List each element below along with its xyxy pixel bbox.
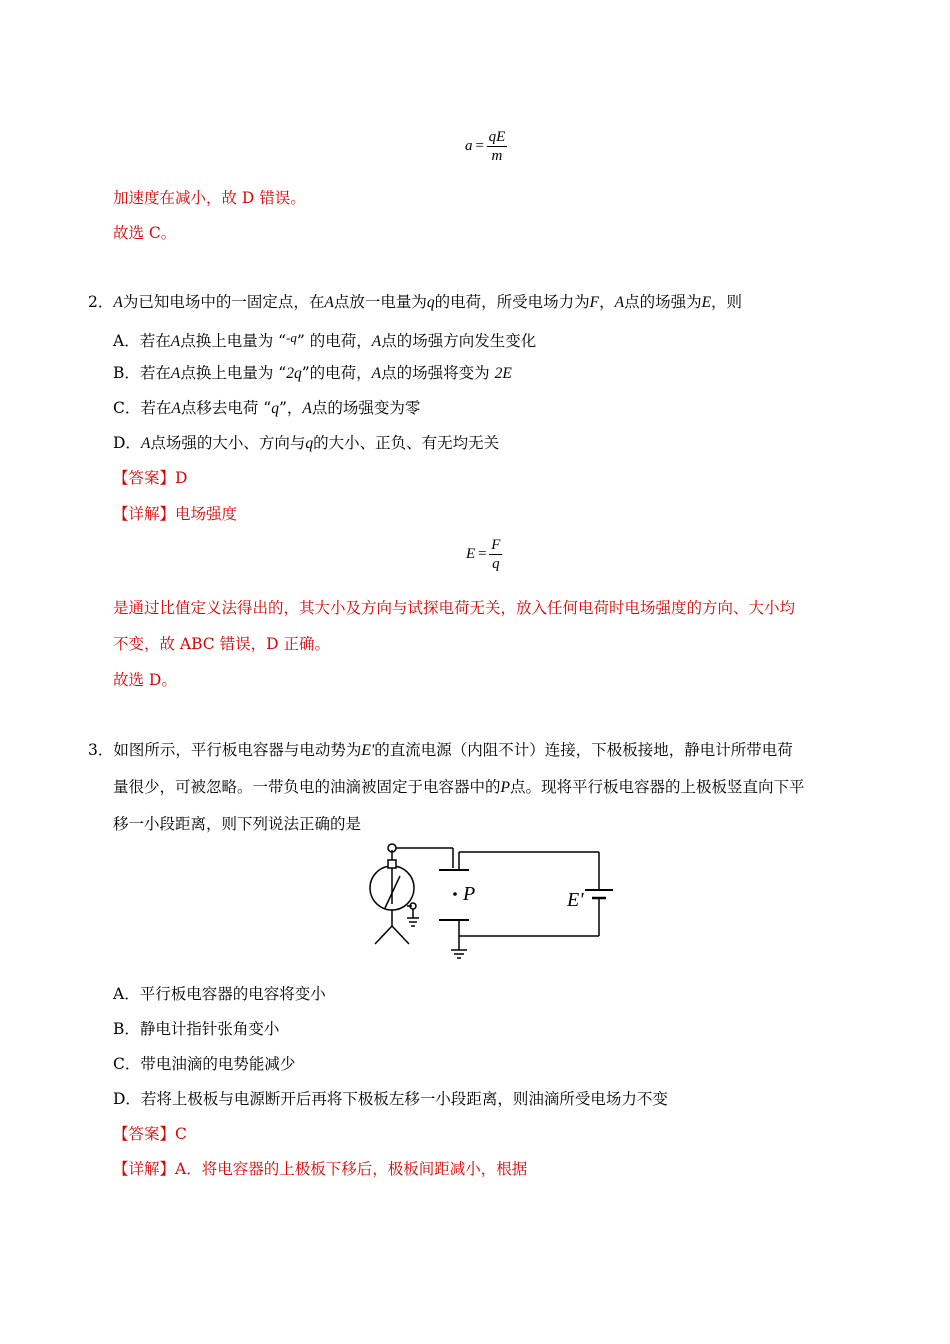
q3-option-d: D．若将上极板与电源断开后再将下极板左移一小段距离，则油滴所受电场力不变 xyxy=(113,1090,668,1108)
q3-detail: 【详解】A．将电容器的上极板下移后，极板间距减小，根据 xyxy=(113,1160,528,1178)
formula-lhs: a xyxy=(465,138,473,154)
q1-conclusion: 故选 C。 xyxy=(113,224,177,242)
q3-stem-2: 量很少，可被忽略。一带负电的油滴被固定于电容器中的P点。现将平行板电容器的上极板竖直向下平 xyxy=(113,778,805,796)
q3-answer: 【答案】C xyxy=(113,1125,187,1143)
label-p: P xyxy=(463,883,476,905)
q2-detail-head: 【详解】电场强度 xyxy=(113,505,238,523)
formula-lhs: E xyxy=(466,546,476,562)
q2-stem: 2．A为已知电场中的一固定点，在A点放一电量为q的电荷，所受电场力为F，A点的场强为E，则 xyxy=(88,293,743,311)
formula-field-strength: E = $\frac{F}{q}$ xyxy=(466,537,501,572)
q3-option-c: C．带电油滴的电势能减少 xyxy=(113,1055,296,1073)
q3-stem-1: 3．如图所示，平行板电容器与电动势为E'的直流电源（内阻不计）连接，下极板接地，静电计所带电荷 xyxy=(88,741,793,759)
q2-option-a: A．若在A点换上电量为 “$^{-q}$” 的电荷，A点的场强方向发生变化 xyxy=(113,330,537,350)
q1-explanation: 加速度在减小，故 D 错误。 xyxy=(113,189,306,207)
q3-option-b: B．静电计指针张角变小 xyxy=(113,1020,280,1038)
formula-denominator: q xyxy=(492,556,500,572)
q2-conclusion: 故选 D。 xyxy=(113,671,177,689)
formula-numerator: qE xyxy=(488,129,506,145)
formula-acceleration: a = $\frac{qE}{m}$ xyxy=(465,129,506,164)
q2-option-c: C．若在A点移去电荷 “q”，A点的场强变为零 xyxy=(113,399,421,417)
q2-answer: 【答案】D xyxy=(113,469,188,487)
q2-explanation-1: 是通过比值定义法得出的，其大小及方向与试探电荷无关，放入任何电荷时电场强度的方向、大小均 xyxy=(113,599,796,617)
formula-numerator: F xyxy=(491,537,501,553)
q2-option-b: B．若在A点换上电量为 “2q”的电荷，A点的场强将变为 2E xyxy=(113,364,512,382)
q3-stem-3: 移一小段距离，则下列说法正确的是 xyxy=(113,815,362,833)
q3-option-a: A．平行板电容器的电容将变小 xyxy=(113,985,326,1003)
q2-explanation-2: 不变，故 ABC 错误，D 正确。 xyxy=(113,635,330,653)
label-emf: E' xyxy=(567,889,584,911)
q2-option-d: D．A点场强的大小、方向与q的大小、正负、有无均无关 xyxy=(113,434,500,452)
formula-denominator: m xyxy=(491,148,503,164)
circuit-diagram xyxy=(355,840,620,965)
